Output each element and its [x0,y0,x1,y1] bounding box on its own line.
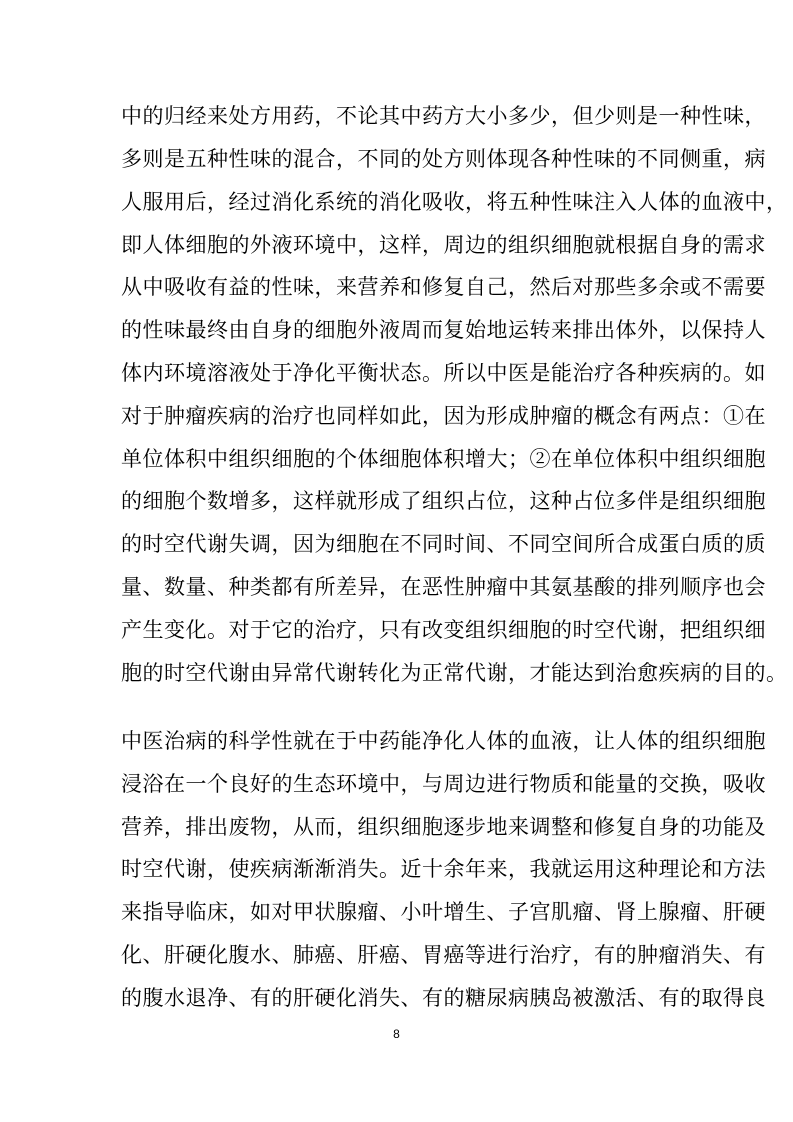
text-line: 单位体积中组织细胞的个体细胞体积增大；②在单位体积中组织细胞 [121,447,766,471]
text-line: 营养，排出废物，从而，组织细胞逐步地来调整和修复自身的功能及 [121,815,766,839]
text-line: 的性味最终由自身的细胞外液周而复始地运转来排出体外，以保持人 [121,318,766,342]
text-line: 中的归经来处方用药，不论其中药方大小多少，但少则是一种性味， [121,104,766,128]
text-line: 胞的时空代谢由异常代谢转化为正常代谢，才能达到治愈疾病的目的。 [121,661,788,685]
text-line: 浸浴在一个良好的生态环境中，与周边进行物质和能量的交换，吸收 [121,772,766,796]
text-line: 从中吸收有益的性味，来营养和修复自己，然后对那些多余或不需要 [121,275,766,299]
text-line: 来指导临床，如对甲状腺瘤、小叶增生、子宫肌瘤、肾上腺瘤、肝硬 [121,900,766,924]
text-line: 产生变化。对于它的治疗，只有改变组织细胞的时空代谢，把组织细 [121,618,766,642]
text-line: 时空代谢，使疾病渐渐消失。近十余年来，我就运用这种理论和方法 [121,857,766,881]
text-line: 化、肝硬化腹水、肺癌、肝癌、胃癌等进行治疗，有的肿瘤消失、有 [121,943,766,967]
page-number: 8 [393,1027,400,1041]
text-line: 中医治病的科学性就在于中药能净化人体的血液，让人体的组织细胞 [121,729,766,753]
text-line: 对于肿瘤疾病的治疗也同样如此，因为形成肿瘤的概念有两点：①在 [121,404,766,428]
text-line: 多则是五种性味的混合，不同的处方则体现各种性味的不同侧重，病 [121,147,766,171]
text-line: 的时空代谢失调，因为细胞在不同时间、不同空间所合成蛋白质的质 [121,532,766,556]
text-line: 即人体细胞的外液环境中，这样，周边的组织细胞就根据自身的需求 [121,233,766,257]
text-line: 量、数量、种类都有所差异，在恶性肿瘤中其氨基酸的排列顺序也会 [121,575,766,599]
text-line: 的腹水退净、有的肝硬化消失、有的糖尿病胰岛被激活、有的取得良 [121,986,766,1010]
text-line: 人服用后，经过消化系统的消化吸收，将五种性味注入人体的血液中， [121,190,788,214]
text-line: 的细胞个数增多，这样就形成了组织占位，这种占位多伴是组织细胞 [121,489,766,513]
text-line: 体内环境溶液处于净化平衡状态。所以中医是能治疗各种疾病的。如 [121,361,766,385]
